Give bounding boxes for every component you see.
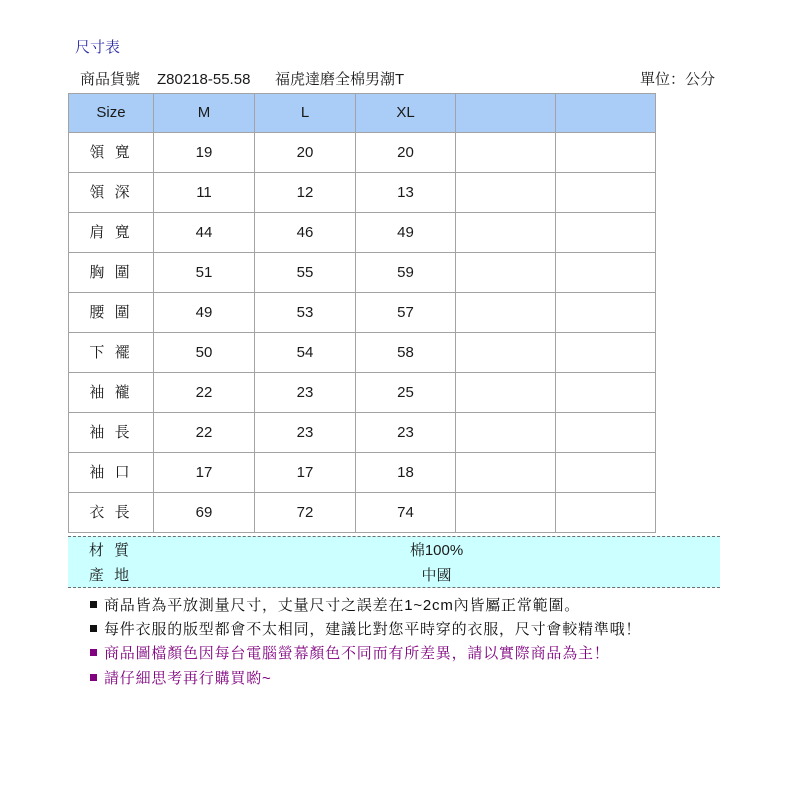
measurement-label: 腰 圍 <box>69 293 154 333</box>
square-bullet-icon <box>90 674 97 681</box>
empty-cell <box>456 213 556 253</box>
measurement-value: 12 <box>255 173 356 213</box>
empty-header-cell <box>456 94 556 133</box>
square-bullet-icon <box>90 601 97 608</box>
empty-cell <box>556 453 656 493</box>
note-text: 商品圖檔顏色因每台電腦螢幕顏色不同而有所差異，請以實際商品為主！ <box>104 645 610 663</box>
table-row <box>69 373 656 413</box>
empty-cell <box>456 173 556 213</box>
measurement-label: 下 襬 <box>69 333 154 373</box>
measurement-value: 55 <box>255 253 356 293</box>
empty-cell <box>456 333 556 373</box>
measurement-label: 衣 長 <box>69 493 154 533</box>
measurement-value: 19 <box>154 133 255 173</box>
measurement-value: 59 <box>356 253 456 293</box>
note-item <box>90 616 641 640</box>
empty-cell <box>556 413 656 453</box>
measurement-label: 領 寬 <box>69 133 154 173</box>
measurement-value: 20 <box>356 133 456 173</box>
empty-cell <box>456 373 556 413</box>
empty-cell <box>556 173 656 213</box>
notes-list <box>90 592 641 690</box>
empty-cell <box>456 293 556 333</box>
measurement-value: 22 <box>154 373 255 413</box>
empty-cell <box>556 213 656 253</box>
size-table-body <box>69 94 656 533</box>
size-header-cell: Size <box>69 94 154 133</box>
size-column-header: M <box>154 94 255 133</box>
note-item <box>90 592 641 616</box>
table-row <box>69 133 656 173</box>
measurement-label: 胸 圍 <box>69 253 154 293</box>
material-section <box>68 536 720 588</box>
empty-cell <box>456 453 556 493</box>
unit-label: 單位：公分 <box>640 71 716 88</box>
measurement-value: 74 <box>356 493 456 533</box>
measurement-value: 25 <box>356 373 456 413</box>
note-item <box>90 665 641 689</box>
measurement-label: 肩 寬 <box>69 213 154 253</box>
material-label: 材 質 <box>88 542 133 559</box>
empty-cell <box>556 493 656 533</box>
measurement-value: 11 <box>154 173 255 213</box>
measurement-value: 46 <box>255 213 356 253</box>
material-value: 棉100% <box>409 542 464 559</box>
size-column-header: L <box>255 94 356 133</box>
table-row <box>69 253 656 293</box>
table-row <box>69 213 656 253</box>
measurement-value: 23 <box>356 413 456 453</box>
measurement-value: 17 <box>255 453 356 493</box>
empty-cell <box>556 293 656 333</box>
measurement-value: 13 <box>356 173 456 213</box>
measurement-value: 50 <box>154 333 255 373</box>
measurement-value: 57 <box>356 293 456 333</box>
square-bullet-icon <box>90 649 97 656</box>
table-row <box>69 333 656 373</box>
measurement-value: 17 <box>154 453 255 493</box>
table-row <box>69 493 656 533</box>
measurement-value: 49 <box>154 293 255 333</box>
empty-cell <box>556 333 656 373</box>
note-item <box>90 641 641 665</box>
note-text: 商品皆為平放測量尺寸，丈量尺寸之誤差在1~2cm內皆屬正常範圍。 <box>104 596 581 614</box>
measurement-value: 51 <box>154 253 255 293</box>
product-number-label: 商品貨號 <box>80 71 141 88</box>
table-row <box>69 173 656 213</box>
measurement-value: 22 <box>154 413 255 453</box>
measurement-value: 18 <box>356 453 456 493</box>
measurement-value: 53 <box>255 293 356 333</box>
material-row <box>68 537 720 562</box>
empty-cell <box>456 133 556 173</box>
note-text: 請仔細思考再行購買喲~ <box>104 669 272 687</box>
empty-cell <box>456 253 556 293</box>
empty-cell <box>556 253 656 293</box>
measurement-value: 54 <box>255 333 356 373</box>
square-bullet-icon <box>90 625 97 632</box>
size-table-header-row <box>69 94 656 133</box>
empty-cell <box>556 373 656 413</box>
measurement-value: 49 <box>356 213 456 253</box>
empty-cell <box>456 413 556 453</box>
product-number: Z80218-55.58 <box>157 71 251 88</box>
empty-header-cell <box>556 94 656 133</box>
table-row <box>69 413 656 453</box>
table-row <box>69 293 656 333</box>
measurement-label: 領 深 <box>69 173 154 213</box>
measurement-value: 23 <box>255 413 356 453</box>
measurement-label: 袖 口 <box>69 453 154 493</box>
measurement-label: 袖 襱 <box>69 373 154 413</box>
size-table <box>68 93 656 533</box>
product-name: 福虎達磨全棉男潮T <box>275 71 405 88</box>
empty-cell <box>456 493 556 533</box>
measurement-value: 23 <box>255 373 356 413</box>
page-title: 尺寸表 <box>75 39 121 56</box>
measurement-value: 58 <box>356 333 456 373</box>
note-text: 每件衣服的版型都會不太相同，建議比對您平時穿的衣服，尺寸會較精準哦！ <box>104 621 642 639</box>
empty-cell <box>556 133 656 173</box>
measurement-value: 69 <box>154 493 255 533</box>
measurement-value: 20 <box>255 133 356 173</box>
measurement-value: 44 <box>154 213 255 253</box>
origin-value: 中國 <box>421 567 452 584</box>
size-column-header: XL <box>356 94 456 133</box>
origin-row <box>68 562 720 587</box>
origin-label: 產 地 <box>88 567 133 584</box>
measurement-label: 袖 長 <box>69 413 154 453</box>
measurement-value: 72 <box>255 493 356 533</box>
table-row <box>69 453 656 493</box>
